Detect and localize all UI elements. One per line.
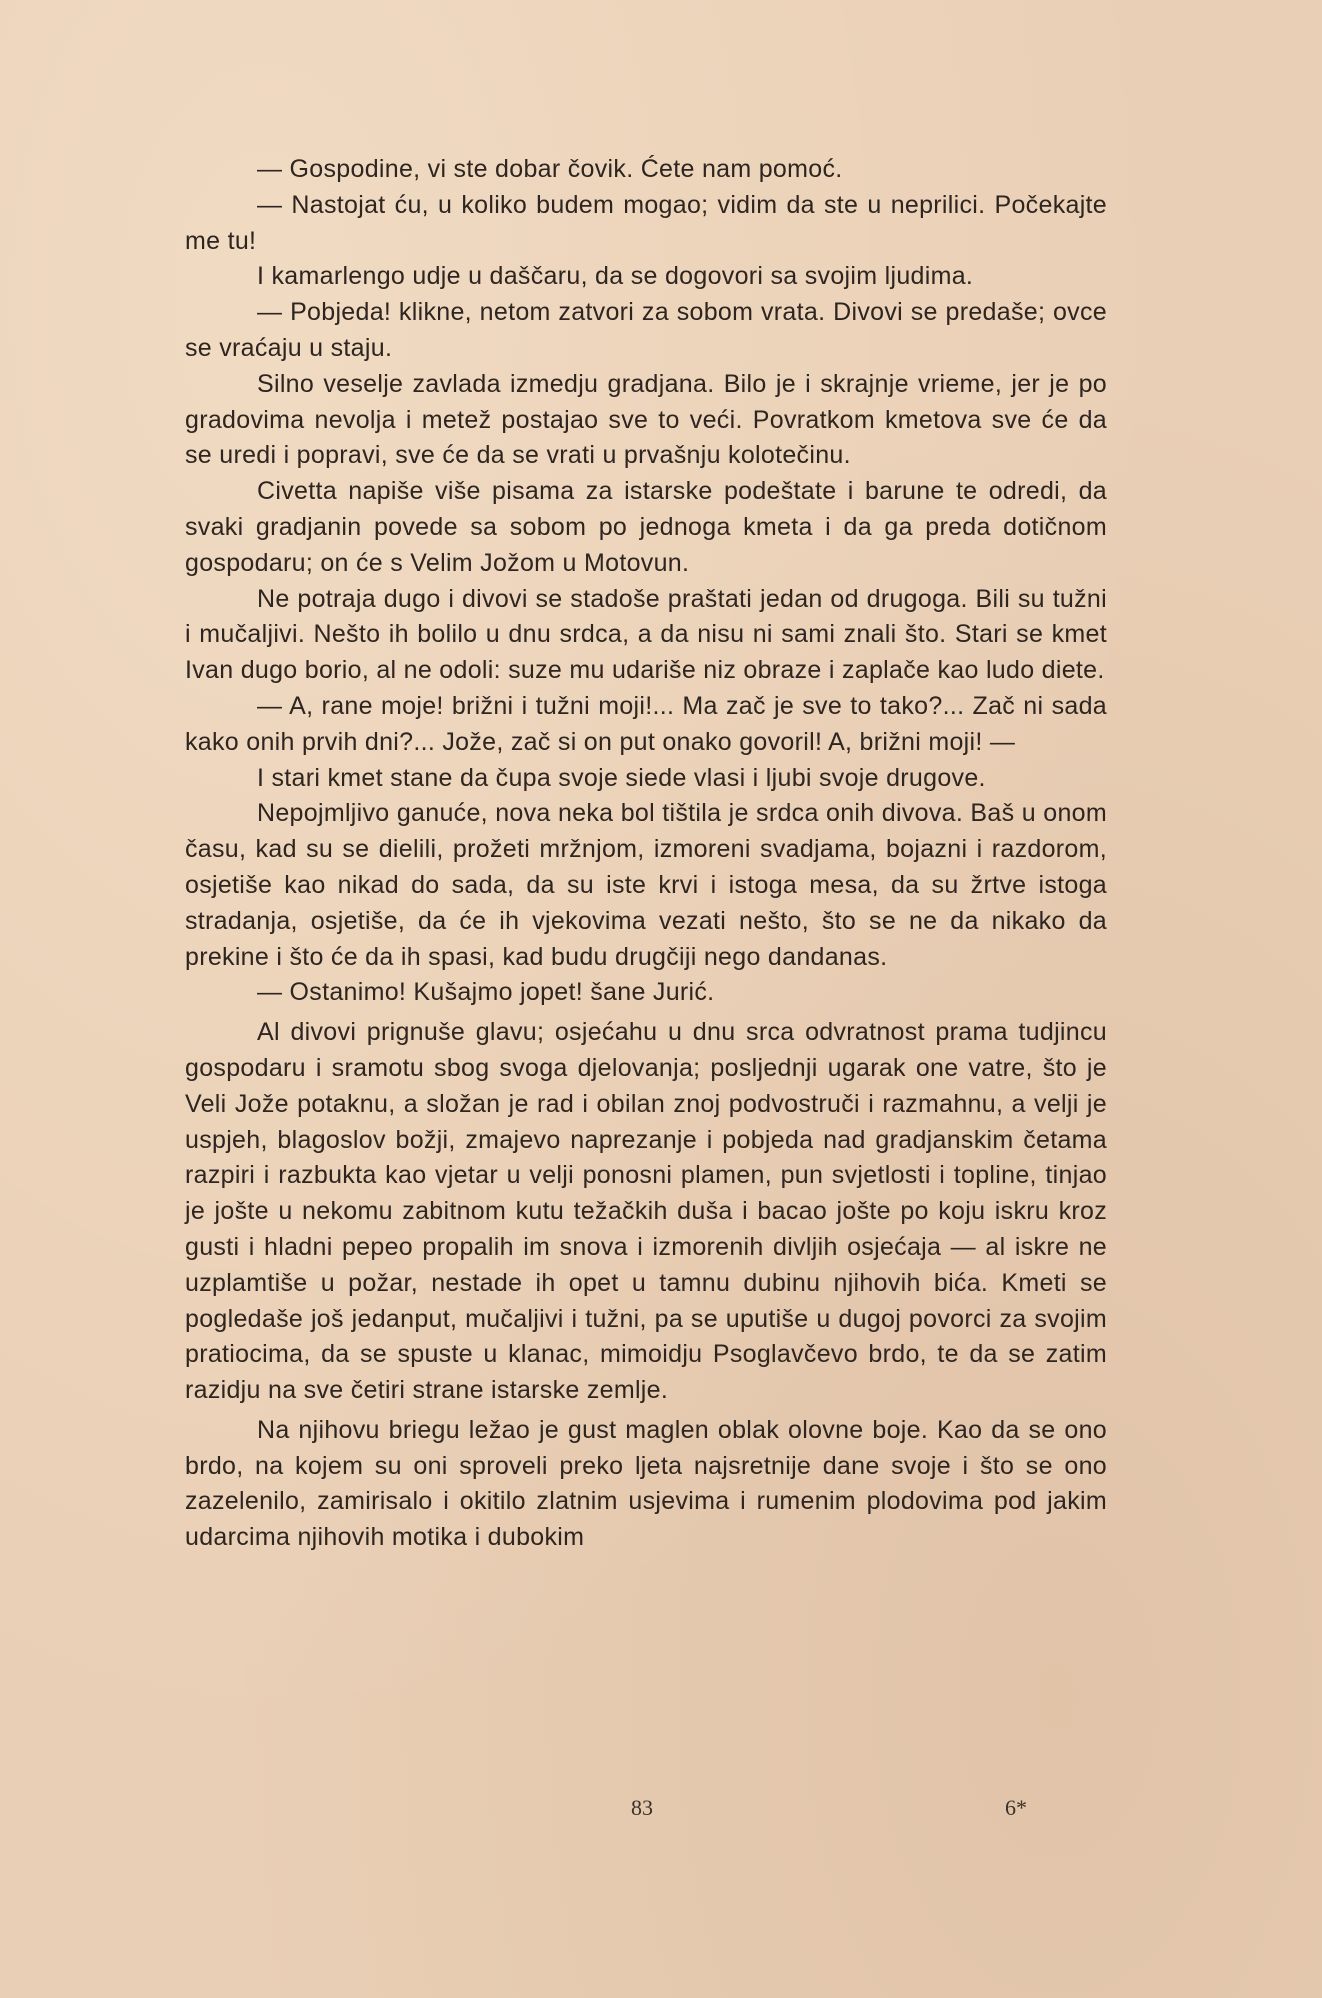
paragraph: Ne potraja dugo i divovi se stadoše praštati jedan od drugoga. Bili su tužni i mučaljivi. Nešto ih bolilo u dnu srdca, a da nisu ni sami znali što. Stari se kmet Ivan dugo borio, al ne odoli: suze mu udariše niz obraze i zaplače kao ludo diete. [185, 584, 1107, 685]
paragraph: — Pobjeda! klikne, netom zatvori za sobom vrata. Divovi se predaše; ovce se vraćaju u staju. [185, 298, 1107, 362]
paragraph: I kamarlengo udje u daščaru, da se dogovori sa svojim ljudima. [257, 262, 974, 291]
page-footer [0, 1795, 1322, 1825]
paragraph: Na njihovu briegu ležao je gust maglen oblak olovne boje. Kao da se ono brdo, na kojem su oni sproveli preko ljeta najsretnije dane svoje i što se ono zazelenilo, zamirisalo i okitilo zlatnim usjevima i rumenim plodovima pod jakim udarcima njihovih motika i dubokim [185, 1415, 1107, 1552]
paragraph: Silno veselje zavlada izmedju gradjana. Bilo je i skrajnje vrieme, jer je po gradovima nevolja i metež postajao sve to veći. Povratkom kmetova sve će da se uredi i popravi, sve će da se vrati u prvašnju kolotečinu. [185, 369, 1107, 470]
signature-mark: 6* [1005, 1795, 1027, 1820]
paragraph: — Ostanimo! Kušajmo jopet! šane Jurić. [257, 978, 715, 1007]
paragraph: Nepojmljivo ganuće, nova neka bol tištila je srdca onih divova. Baš u onom času, kad su se dielili, prožeti mržnjom, izmoreni svadjama, bojazni i razdorom, osjetiše kao nikad do sada, da su iste krvi i istoga mesa, da su žrtve istoga stradanja, osjetiše, da će ih vjekovima vezati nešto, što se ne da nikako da prekine i što će da ih spasi, kad budu drugčiji nego dandanas. [185, 799, 1107, 971]
body-text [185, 152, 1107, 1556]
paragraph: — Nastojat ću, u koliko budem mogao; vidim da ste u neprilici. Počekajte me tu! [185, 190, 1107, 255]
paragraph: — Gospodine, vi ste dobar čovik. Ćete nam pomoć. [257, 155, 843, 183]
paragraph: I stari kmet stane da čupa svoje siede vlasi i ljubi svoje drugove. [257, 763, 986, 792]
page-number: 83 [631, 1795, 653, 1820]
paragraph: — A, rane moje! brižni i tužni moji!... Ma zač je sve to tako?... Zač ni sada kako onih prvih dni?... Jože, zač si on put onako govoril! A, brižni moji! — [185, 691, 1107, 756]
paragraph: Civetta napiše više pisama za istarske podeštate i barune te odredi, da svaki gradjanin povede sa sobom po jednoga kmeta i da ga preda dotičnom gospodaru; on će s Velim Jožom u Motovun. [185, 477, 1107, 577]
paragraph: Al divovi prignuše glavu; osjećahu u dnu srca odvratnost prama tudjincu gospodaru i sramotu sbog svoga djelovanja; posljednji ugarak one vatre, što je Veli Jože potaknu, a složan je rad i obilan znoj podvostruči i razmahnu, a velji je uspjeh, blagoslov božji, zmajevo naprezanje i pobjeda nad gradjanskim četama razpiri i razbukta kao vjetar u velji ponosni plamen, pun svjetlosti i topline, tinjao je jošte u nekomu zabitnom kutu težačkih duša i bacao jošte po koju iskru kroz gusti i hladni pepeo propalih im snova i izmorenih divljih osjećaja — al iskre ne uzplamtiše u požar, nestade ih opet u tamnu dubinu njihovih bića. Kmeti se pogledaše još jedanput, mučaljivi i tužni, pa se uputiše u dugoj povorci za svojim pratiocima, da se spuste u klanac, mimoidju Psoglavčevo brdo, te da se zatim razidju na sve četiri strane istarske zemlje. [185, 1018, 1107, 1405]
